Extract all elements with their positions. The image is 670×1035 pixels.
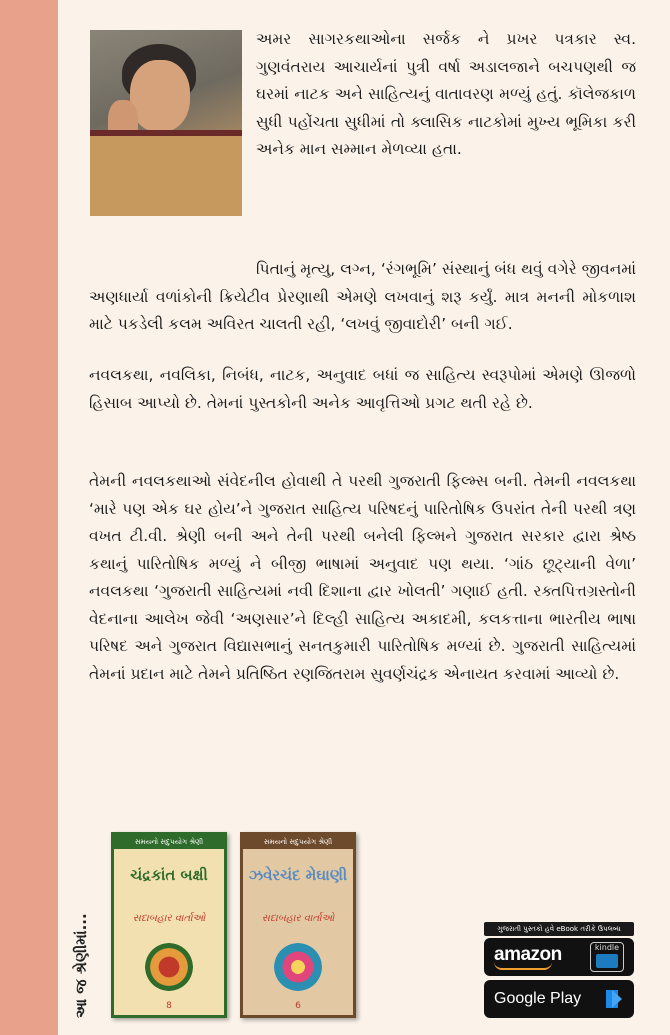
amazon-kindle-badge[interactable] xyxy=(484,938,634,976)
book-subtitle: સદાબહાર વાર્તાઓ xyxy=(261,913,335,924)
book-cover-chandrakant-bakshi[interactable] xyxy=(111,832,227,1018)
google-play-books-icon xyxy=(604,988,624,1010)
google-play-badge[interactable] xyxy=(484,980,634,1018)
series-label: આ જ શ્રેણીમાં... xyxy=(72,913,90,1018)
book-series-band: સમયનો સદુપયોગ શ્રેણી xyxy=(243,835,353,849)
book-subtitle: સદાબહાર વાર્તાઓ xyxy=(132,913,206,924)
author-photo xyxy=(90,30,242,216)
book-series-band: સમયનો સદુપયોગ શ્રેણી xyxy=(114,835,224,849)
book-cover-zaverchand-meghani[interactable] xyxy=(240,832,356,1018)
amazon-wordmark: amazon xyxy=(494,944,562,965)
book-author-title: ઝવેરચંદ મેઘાણી xyxy=(248,866,348,884)
book-author-title: ચંદ્રકાંત બક્ષી xyxy=(130,866,208,884)
cover-spine-stripe xyxy=(0,0,58,1035)
mandala-ornament-icon xyxy=(274,943,322,991)
bio-paragraph-1: અમર સાગરકથાઓના સર્જક ને પ્રખર પત્રકાર સ્વ. ગુણવંતરાય આચાર્યનાં પુત્રી વર્ષા અડાલજાને બચપણથી જ ઘરમાં નાટક અને સાહિત્યનું વાતાવરણ મળ્યું હતું. કૉલેજકાળ સુધી પહોંચતા સુધીમાં તો ક્લાસિક નાટકોમાં મુખ્ય ભૂમિકા કરી અનેક માન સમ્માન મેળવ્યા હતા. xyxy=(256,30,636,158)
kindle-icon xyxy=(590,942,624,972)
flower-ornament-icon xyxy=(145,943,193,991)
ebook-availability-note: ગુજરાતી પુસ્તકો હવે eBook તરીકે ઉપલબ્ધ xyxy=(484,922,634,936)
bio-paragraph-2: પિતાનું મૃત્યુ, લગ્ન, ‘રંગભૂમિ’ સંસ્થાનું બંધ થવું વગેરે જીવનમાં અણધાર્યા વળાંકોની ક્રિયેટીવ પ્રેરણાથી એમણે લખવાનું શરૂ કર્યું. માત્ર મનની મોકળાશ માટે પકડેલી કલમ અવિરત ચાલતી રહી, ‘લખવું જીવાદોરી’ બની ગઈ. xyxy=(89,260,636,333)
book-number: 6 xyxy=(295,1001,301,1011)
bio-paragraph-4: તેમની નવલકથાઓ સંવેદનીલ હોવાથી તે પરથી ગુજરાતી ફિલ્મ્સ બની. તેમની નવલકથા ‘મારે પણ એક ઘર હોય’ને ગુજરાત સાહિત્ય પરિષદનું પારિતોષિક ઉપરાંત તેની પરથી ત્રણ વખત ટી.વી. શ્રેણી બની અને તેની પરથી બનેલી ફિલ્મને ગુજરાત સરકાર દ્વારા શ્રેષ્ઠ કથાનું પારિતોષિક મળ્યું ને બીજી ભાષામાં અનુવાદ પણ થયા. ‘ગાંઠ છૂટ્યાની વેળા’ નવલકથા ‘ગુજરાતી સાહિત્યમાં નવી દિશાના દ્વાર ખોલતી’ ગણાઈ હતી. રક્તપિત્તગ્રસ્તોની વેદનાના આલેખ જેવી ‘અણસાર’ને દિલ્હી સાહિત્ય અકાદમી, કલકત્તાના ભારતીય ભાષા પરિષદ અને ગુજરાત વિદ્યાસભાનું સનતકુમારી પારિતોષિક મળ્યાં છે. ગુજરાતી સાહિત્યમાં તેમનાં પ્રદાન માટે તેમને પ્રતિષ્ઠિત રણજિતરામ સુવર્ણચંદ્રક એનાયત કરવામાં આવ્યો છે. xyxy=(89,472,636,683)
google-play-wordmark: Google Play xyxy=(494,990,582,1007)
kindle-label: kindle xyxy=(594,943,620,952)
bio-paragraph-3: નવલકથા, નવલિકા, નિબંધ, નાટક, અનુવાદ બધાં જ સાહિત્ય સ્વરૂપોમાં એમણે ઊજળો હિસાબ આપ્યો છે. તેમનાં પુસ્તકોની અનેક આવૃત્તિઓ પ્રગટ થતી રહે છે. xyxy=(89,366,636,412)
book-number: 8 xyxy=(166,1001,172,1011)
